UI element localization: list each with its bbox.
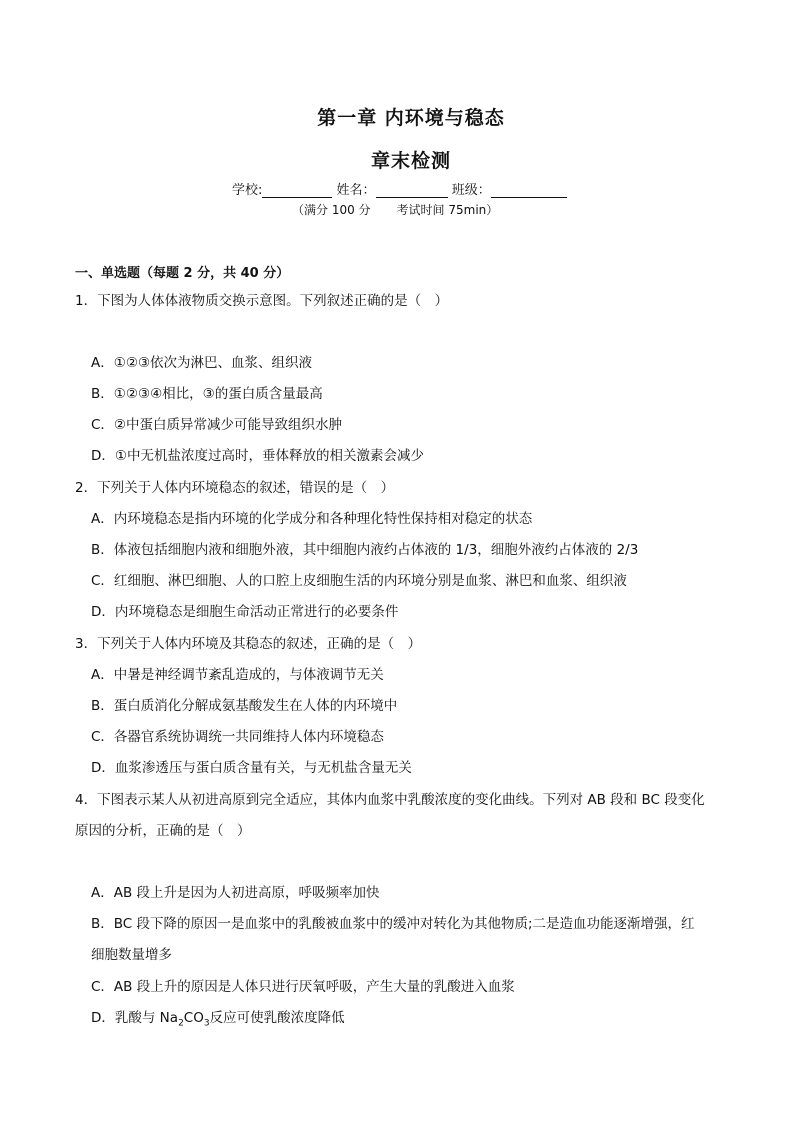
question-4-option-d[interactable] xyxy=(91,1006,345,1029)
chapter-subtitle: 章末检测 xyxy=(370,150,451,172)
name-label: 姓名： xyxy=(336,183,376,198)
question-4-stem-line-1: 4．下图表示某人从初进高原到完全适应，其体内血浆中乳酸浓度的变化曲线。下列对 AB 段和 BC 段变化 xyxy=(75,792,705,808)
student-info-line xyxy=(232,179,567,198)
question-2-option-d[interactable]: D．内环境稳态是细胞生命活动正常进行的必要条件 xyxy=(91,604,399,620)
chapter-title: 第一章 内环境与稳态 xyxy=(317,107,505,129)
question-4-stem-line-2: 原因的分析，正确的是（ ） xyxy=(75,823,251,839)
question-4-option-b[interactable]: B．BC 段下降的原因一是血浆中的乳酸被血浆中的缓冲对转化为其他物质;二是造血功能逐渐增强，红 xyxy=(91,916,695,932)
option-d-suffix: 反应可使乳酸浓度降低 xyxy=(209,1010,345,1026)
question-2-option-c[interactable]: C．红细胞、淋巴细胞、人的口腔上皮细胞生活的内环境分别是血浆、淋巴和血浆、组织液 xyxy=(91,573,627,589)
option-d-sub-3: 3 xyxy=(203,1018,210,1029)
question-2-stem: 2．下列关于人体内环境稳态的叙述，错误的是（ ） xyxy=(75,480,395,496)
class-blank[interactable] xyxy=(491,183,567,198)
question-1-stem: 1．下图为人体体液物质交换示意图。下列叙述正确的是（ ） xyxy=(75,293,449,309)
exam-meta xyxy=(292,201,498,218)
question-1-option-d[interactable]: D．①中无机盐浓度过高时，垂体释放的相关激素会减少 xyxy=(91,448,424,464)
class-label: 班级： xyxy=(451,183,491,198)
option-d-mid: CO xyxy=(183,1010,204,1026)
name-blank[interactable] xyxy=(376,183,448,198)
exam-time-text: 考试时间 75min） xyxy=(396,203,499,217)
question-3-stem: 3．下列关于人体内环境及其稳态的叙述，正确的是（ ） xyxy=(75,636,422,652)
question-2-option-a[interactable]: A．内环境稳态是指内环境的化学成分和各种理化特性保持相对稳定的状态 xyxy=(91,511,533,527)
question-2-option-b[interactable]: B．体液包括细胞内液和细胞外液，其中细胞内液约占体液的 1/3，细胞外液约占体液的 2/3 xyxy=(91,542,639,558)
question-4-option-c[interactable]: C．AB 段上升的原因是人体只进行厌氧呼吸，产生大量的乳酸进入血浆 xyxy=(91,979,515,995)
question-1-option-a[interactable]: A．①②③依次为淋巴、血浆、组织液 xyxy=(91,355,313,371)
full-score-text: （满分 100 分 xyxy=(292,203,371,217)
option-d-prefix: D．乳酸与 Na xyxy=(91,1010,179,1026)
question-1-option-c[interactable]: C．②中蛋白质异常减少可能导致组织水肿 xyxy=(91,417,343,433)
question-3-option-d[interactable]: D．血浆渗透压与蛋白质含量有关，与无机盐含量无关 xyxy=(91,760,412,776)
option-d-sub-2: 2 xyxy=(178,1018,184,1029)
question-3-option-b[interactable]: B．蛋白质消化分解成氨基酸发生在人体的内环境中 xyxy=(91,698,398,714)
section-heading: 一、单选题（每题 2 分，共 40 分） xyxy=(75,266,290,281)
question-3-option-c[interactable]: C．各器官系统协调统一共同维持人体内环境稳态 xyxy=(91,729,384,745)
school-label: 学校: xyxy=(232,183,263,198)
school-blank[interactable] xyxy=(262,183,332,198)
question-1-option-b[interactable]: B．①②③④相比，③的蛋白质含量最高 xyxy=(91,386,323,402)
question-4-option-a[interactable]: A．AB 段上升是因为人初进高原，呼吸频率加快 xyxy=(91,885,380,901)
question-3-option-a[interactable]: A．中暑是神经调节紊乱造成的，与体液调节无关 xyxy=(91,667,384,683)
question-4-option-b-continuation: 细胞数量增多 xyxy=(91,947,172,963)
